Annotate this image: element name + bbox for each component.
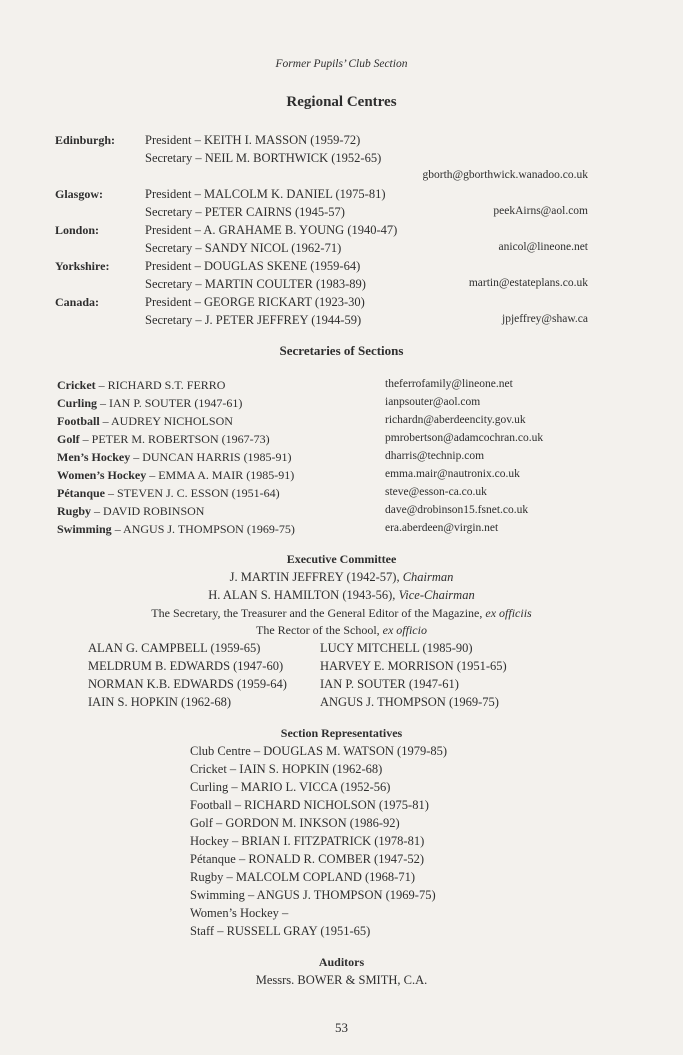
rector-text: The Rector of the School, <box>256 623 383 637</box>
officers-text: The Secretary, the Treasurer and the General Editor of the Magazine, <box>151 606 486 620</box>
section-email: dharris@technip.com <box>385 450 485 462</box>
region-officer: President – GEORGE RICKART (1923-30) <box>145 295 365 309</box>
region-officer: President – DOUGLAS SKENE (1959-64) <box>145 259 361 273</box>
section-secretary <box>57 468 294 483</box>
committee-member: NORMAN K.B. EDWARDS (1959-64) <box>88 677 287 691</box>
section-email: theferrofamily@lineone.net <box>385 378 513 390</box>
region-label: Yorkshire: <box>55 259 110 273</box>
section-email: pmrobertson@adamcochran.co.uk <box>385 432 544 444</box>
section-email: steve@esson-ca.co.uk <box>385 486 487 498</box>
running-head: Former Pupils’ Club Section <box>275 58 408 70</box>
section-rep: Hockey – BRIAN I. FITZPATRICK (1978-81) <box>190 834 425 848</box>
section-email: emma.mair@nautronix.co.uk <box>385 468 520 480</box>
regional-centres-heading: Regional Centres <box>286 94 397 110</box>
secretary-name: – PETER M. ROBERTSON (1967-73) <box>82 432 270 446</box>
chairman-line <box>0 570 683 585</box>
section-secretary <box>57 432 270 447</box>
executive-heading: Executive Committee <box>286 552 397 566</box>
section-rep: Club Centre – DOUGLAS M. WATSON (1979-85) <box>190 744 448 758</box>
section-email: ianpsouter@aol.com <box>385 396 481 408</box>
section-secretary <box>57 396 242 411</box>
region-label: Edinburgh: <box>55 133 116 147</box>
vice-chairman-name: H. ALAN S. HAMILTON (1943-56), <box>208 588 399 602</box>
committee-member: LUCY MITCHELL (1985-90) <box>320 641 473 655</box>
region-officer: Secretary – NEIL M. BORTHWICK (1952-65) <box>145 151 382 165</box>
secretary-name: – ANGUS J. THOMPSON (1969-75) <box>114 522 295 536</box>
section-secretary <box>57 450 292 465</box>
committee-member: MELDRUM B. EDWARDS (1947-60) <box>88 659 284 673</box>
region-officer: Secretary – MARTIN COULTER (1983-89) <box>145 277 366 291</box>
auditors-heading: Auditors <box>318 955 365 969</box>
section-rep: Golf – GORDON M. INKSON (1986-92) <box>190 816 400 830</box>
section-rep: Pétanque – RONALD R. COMBER (1947-52) <box>190 852 425 866</box>
sport-name: Curling <box>57 396 98 410</box>
committee-member: ALAN G. CAMPBELL (1959-65) <box>88 641 261 655</box>
region-officer: President – KEITH I. MASSON (1959-72) <box>145 133 361 147</box>
region-email: jpjeffrey@shaw.ca <box>502 313 588 325</box>
section-email: era.aberdeen@virgin.net <box>385 522 499 534</box>
sport-name: Pétanque <box>57 486 105 500</box>
vice-chairman-line <box>0 588 683 603</box>
secretary-name: – IAN P. SOUTER (1947-61) <box>100 396 243 410</box>
sport-name: Swimming <box>57 522 112 536</box>
committee-member: IAN P. SOUTER (1947-61) <box>320 677 459 691</box>
vice-chairman-role: Vice-Chairman <box>398 588 475 602</box>
ex-officiis-line <box>0 606 683 621</box>
secretary-name: – STEVEN J. C. ESSON (1951-64) <box>108 486 280 500</box>
secretary-name: – EMMA A. MAIR (1985-91) <box>149 468 295 482</box>
auditors-text: Messrs. BOWER & SMITH, C.A. <box>255 973 428 987</box>
secretaries-heading: Secretaries of Sections <box>279 343 404 358</box>
section-rep: Cricket – IAIN S. HOPKIN (1962-68) <box>190 762 383 776</box>
section-rep: Football – RICHARD NICHOLSON (1975-81) <box>190 798 429 812</box>
region-email: peekAirns@aol.com <box>493 205 588 217</box>
section-reps-heading: Section Representatives <box>280 726 403 740</box>
sport-name: Women’s Hockey <box>57 468 147 482</box>
committee-member: IAIN S. HOPKIN (1962-68) <box>88 695 232 709</box>
committee-member: HARVEY E. MORRISON (1951-65) <box>320 659 507 673</box>
region-officer: Secretary – PETER CAIRNS (1945-57) <box>145 205 345 219</box>
chairman-name: J. MARTIN JEFFREY (1942-57), <box>229 570 403 584</box>
section-rep: Rugby – MALCOLM COPLAND (1968-71) <box>190 870 415 884</box>
committee-member: ANGUS J. THOMPSON (1969-75) <box>320 695 499 709</box>
secretary-name: – AUDREY NICHOLSON <box>102 414 233 428</box>
sport-name: Cricket <box>57 378 96 392</box>
section-secretary <box>57 522 295 537</box>
section-secretary <box>57 414 233 429</box>
page-number: 53 <box>335 1020 348 1035</box>
section-rep: Women’s Hockey – <box>190 906 289 920</box>
officers-role: ex officiis <box>485 606 532 620</box>
chairman-role: Chairman <box>402 570 454 584</box>
region-officer: Secretary – SANDY NICOL (1962-71) <box>145 241 342 255</box>
secretary-name: – RICHARD S.T. FERRO <box>98 378 226 392</box>
section-rep: Swimming – ANGUS J. THOMPSON (1969-75) <box>190 888 436 902</box>
region-label: Glasgow: <box>55 187 103 201</box>
sport-name: Rugby <box>57 504 92 518</box>
region-label: Canada: <box>55 295 100 309</box>
sport-name: Golf <box>57 432 80 446</box>
sport-name: Men’s Hockey <box>57 450 131 464</box>
region-label: London: <box>55 223 100 237</box>
region-officer: President – A. GRAHAME B. YOUNG (1940-47) <box>145 223 398 237</box>
section-secretary <box>57 378 225 393</box>
section-email: dave@drobinson15.fsnet.co.uk <box>385 504 529 516</box>
region-email: anicol@lineone.net <box>498 241 588 253</box>
region-email: gborth@gborthwick.wanadoo.co.uk <box>422 169 588 181</box>
section-secretary <box>57 504 204 519</box>
region-officer: President – MALCOLM K. DANIEL (1975-81) <box>145 187 386 201</box>
secretary-name: – DAVID ROBINSON <box>94 504 205 518</box>
section-rep: Staff – RUSSELL GRAY (1951-65) <box>190 924 371 938</box>
section-email: richardn@aberdeencity.gov.uk <box>385 414 526 426</box>
secretary-name: – DUNCAN HARRIS (1985-91) <box>133 450 292 464</box>
section-rep: Curling – MARIO L. VICCA (1952-56) <box>190 780 391 794</box>
rector-line <box>0 623 683 638</box>
region-officer: Secretary – J. PETER JEFFREY (1944-59) <box>145 313 362 327</box>
section-secretary <box>57 486 280 501</box>
sport-name: Football <box>57 414 100 428</box>
rector-role: ex officio <box>382 623 427 637</box>
region-email: martin@estateplans.co.uk <box>468 277 588 289</box>
